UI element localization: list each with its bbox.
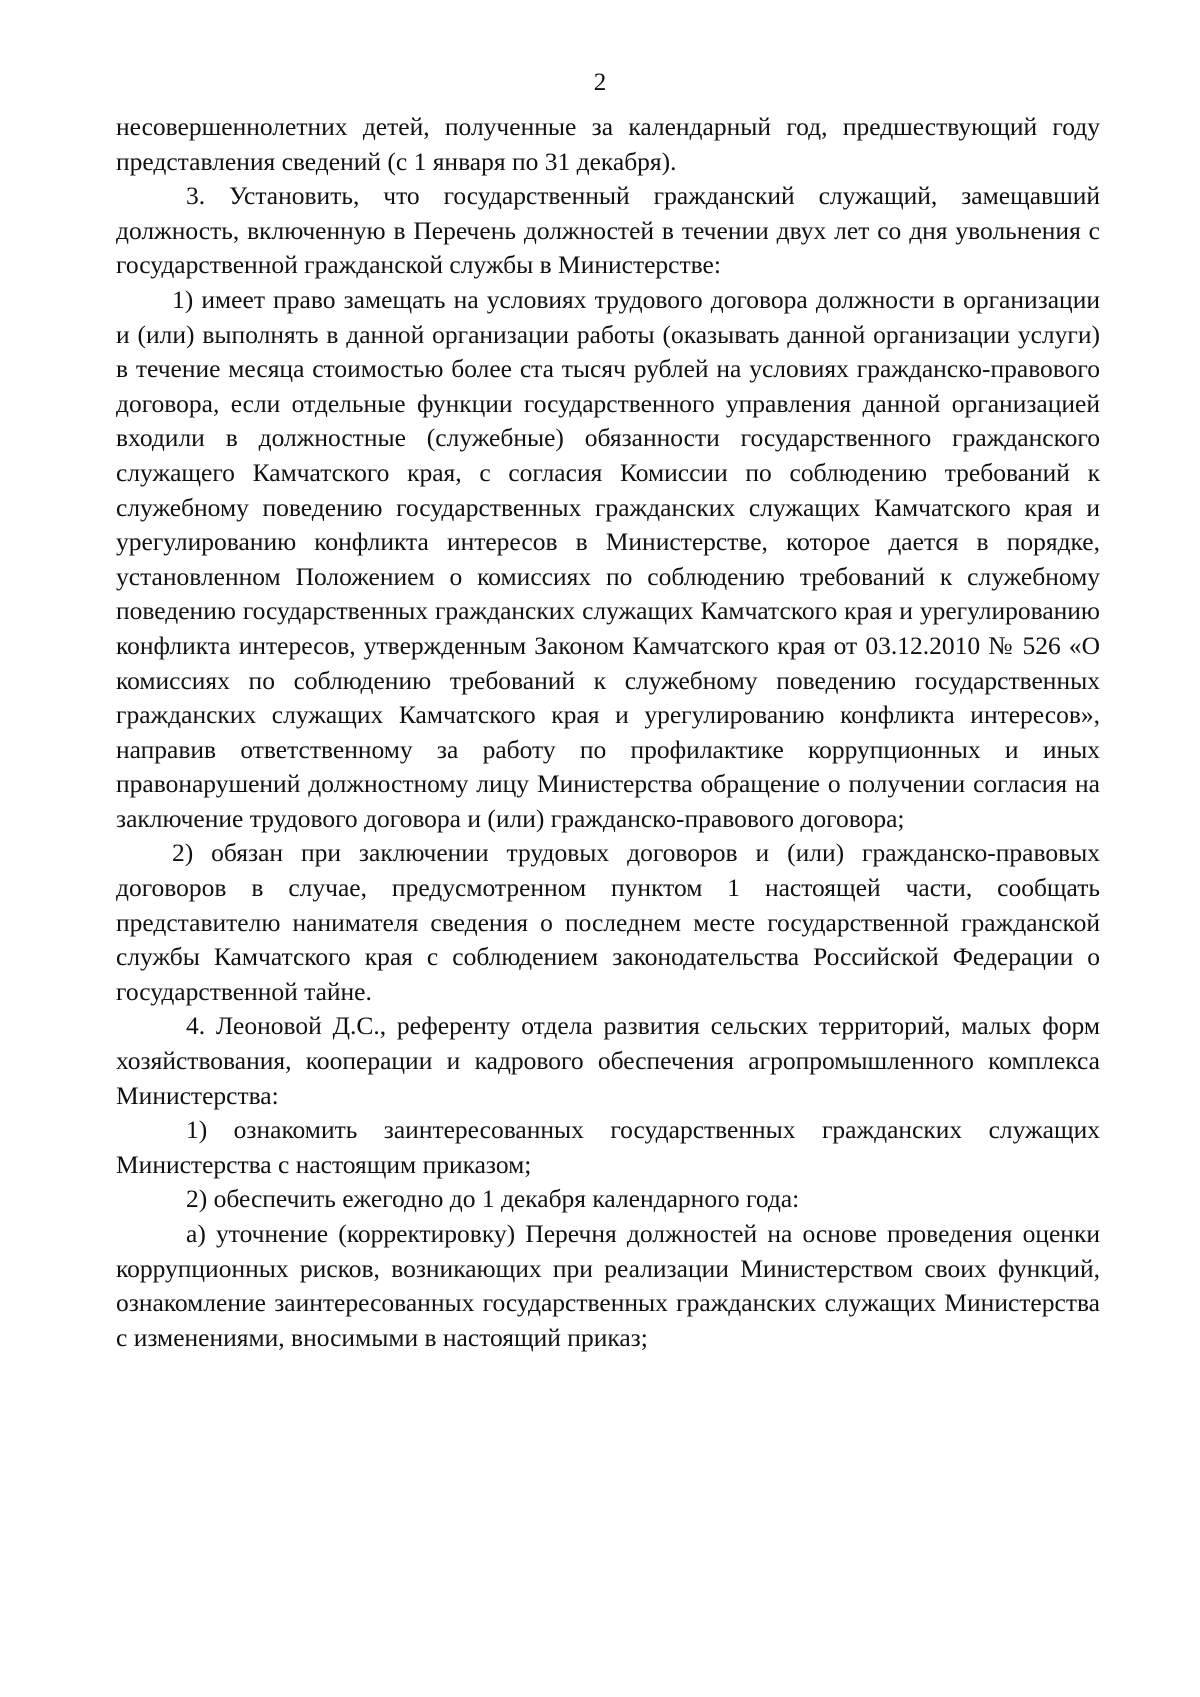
paragraph-subitem-4-2-a: а) уточнение (корректировку) Перечня должностей на основе проведения оценки коррупционных рисков, возникающих при реализации Министерством своих функций, ознакомление заинтересованных государственных гражданских служащих Министерства с изменениями, вносимыми в настоящий приказ; — [116, 1219, 1100, 1352]
paragraph-continuation: несовершеннолетних детей, полученные за календарный год, предшествующий году представления сведений (с 1 января по 31 декабря). — [116, 112, 1100, 176]
paragraph-subitem-4-1: 1) ознакомить заинтересованных государственных гражданских служащих Министерства с настоящим приказом; — [116, 1115, 1100, 1179]
document-body — [116, 110, 1100, 1355]
paragraph-item-3: 3. Установить, что государственный гражданский служащий, замещавший должность, включенную в Перечень должностей в течении двух лет со дня увольнения с государственной гражданской службы в Министерстве: — [116, 181, 1100, 280]
paragraph-subitem-3-2: 2) обязан при заключении трудовых договоров и (или) гражданско-правовых договоров в случае, предусмотренном пунктом 1 настоящей части, сообщать представителю нанимателя сведения о последнем месте государственной гражданской службы Камчатского края с соблюдением законодательства Российской Федерации о государственной тайне. — [116, 838, 1100, 1006]
paragraph-subitem-4-2: 2) обеспечить ежегодно до 1 декабря календарного года: — [186, 1184, 800, 1214]
paragraph-subitem-3-1: 1) имеет право замещать на условиях трудового договора должности в организации и (или) выполнять в данной организации работы (оказывать данной организации услуги) в течение месяца стоимостью более ста тысяч рублей на условиях гражданско-правового договора, если отдельные функции государственного управления данной организацией входили в должностные (служебные) обязанности государственного гражданского служащего Камчатского края, с согласия Комиссии по соблюдению требований к служебному поведению государственных гражданских служащих Камчатского края и урегулированию конфликта интересов в Министерстве, которое дается в порядке, установленном Положением о комиссиях по соблюдению требований к служебному поведению государственных гражданских служащих Камчатского края и урегулированию конфликта интересов, утвержденным Законом Камчатского края от 03.12.2010 № 526 «О комиссиях по соблюдению требований к служебному поведению государственных гражданских служащих Камчатского края и урегулированию конфликта интересов», направив ответственному за работу по профилактике коррупционных и иных правонарушений должностному лицу Министерства обращение о получении согласия на заключение трудового договора и (или) гражданско-правового договора; — [116, 284, 1100, 833]
paragraph-item-4: 4. Леоновой Д.С., референту отдела развития сельских территорий, малых форм хозяйствования, кооперации и кадрового обеспечения агропромышленного комплекса Министерства: — [116, 1011, 1100, 1110]
page-number: 2 — [593, 69, 607, 96]
